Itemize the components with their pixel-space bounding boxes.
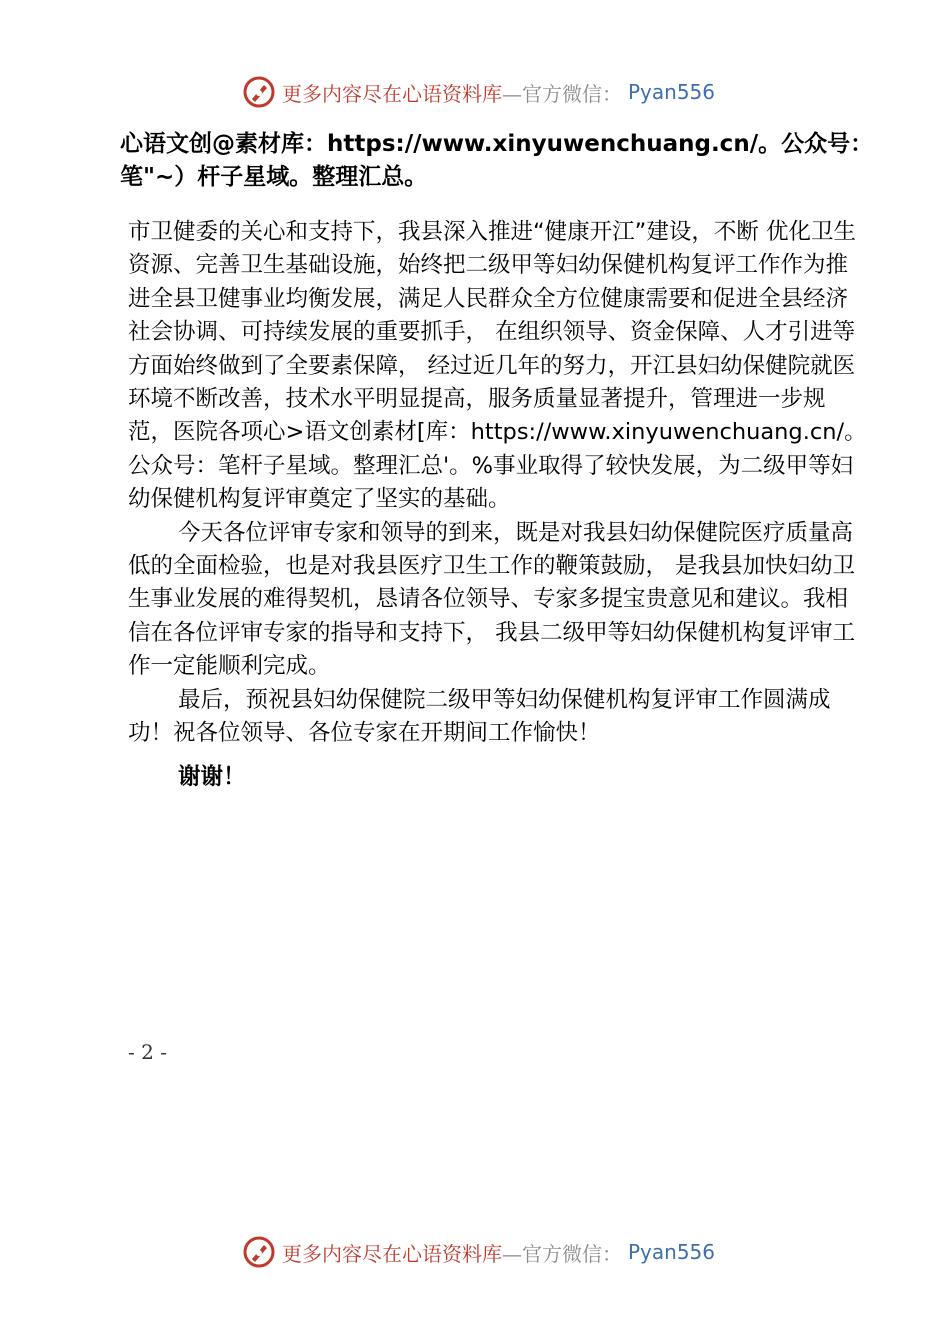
watermark-dash-text: —官方微信： — [502, 81, 622, 106]
page-number: - 2 - — [128, 1040, 167, 1064]
watermark-footer — [242, 1232, 715, 1272]
document-body — [128, 216, 868, 794]
watermark-main-text: 更多内容尽在心语资料库 — [282, 1241, 502, 1266]
watermark-id-text: Pyan556 — [628, 80, 716, 104]
watermark-dash-text: —官方微信： — [502, 1241, 622, 1266]
watermark-main-text: 更多内容尽在心语资料库 — [282, 81, 502, 106]
source-note: 心语文创@素材库：https://www.xinyuwenchuang.cn/。公众号：笔"~）杆子星域。整理汇总。 — [120, 131, 874, 190]
closing-thanks: 谢谢！ — [178, 763, 246, 790]
paragraph-3: 最后，预祝县妇幼保健院二级甲等妇幼保健机构复评审工作圆满成功！祝各位领导、各位专家在开期间工作愉快！ — [128, 686, 831, 747]
paragraph-2: 今天各位评审专家和领导的到来，既是对我县妇幼保健院医疗质量高低的全面检验，也是对我县医疗卫生工作的鞭策鼓励， 是我县加快妇幼卫生事业发展的难得契机，恳请各位领导、专家多提宝贵意见和建议。我相信在各位评审专家的指导和支持下， 我县二级甲等妇幼保健机构复评审工作一定能顺利完成。 — [128, 519, 856, 680]
paragraph-1: 市卫健委的关心和支持下，我县深入推进“健康开江”建设，不断 优化卫生资源、完善卫生基础设施，始终把二级甲等妇幼保健机构复评工作作为推进全县卫健事业均衡发展，满足人民群众全方位健康需要和促进全县经济社会协调、可持续发展的重要抓手， 在组织领导、资金保障、人才引进等方面始终做到了全要素保障， 经过近几年的努力，开江县妇幼保健院就医环境不断改善，技术水平明显提高，服务质量显著提升，管理进一步规范，医院各项心>语文创素材[库：https://www.xinyuwenchuang.cn/。公众号：笔杆子星域。整理汇总'。%事业取得了较快发展，为二级甲等妇幼保健机构复评审奠定了坚实的基础。 — [128, 219, 867, 513]
watermark-header — [242, 72, 715, 112]
pen-logo-icon — [242, 1235, 276, 1269]
watermark-id-text: Pyan556 — [628, 1240, 716, 1264]
pen-logo-icon — [242, 75, 276, 109]
